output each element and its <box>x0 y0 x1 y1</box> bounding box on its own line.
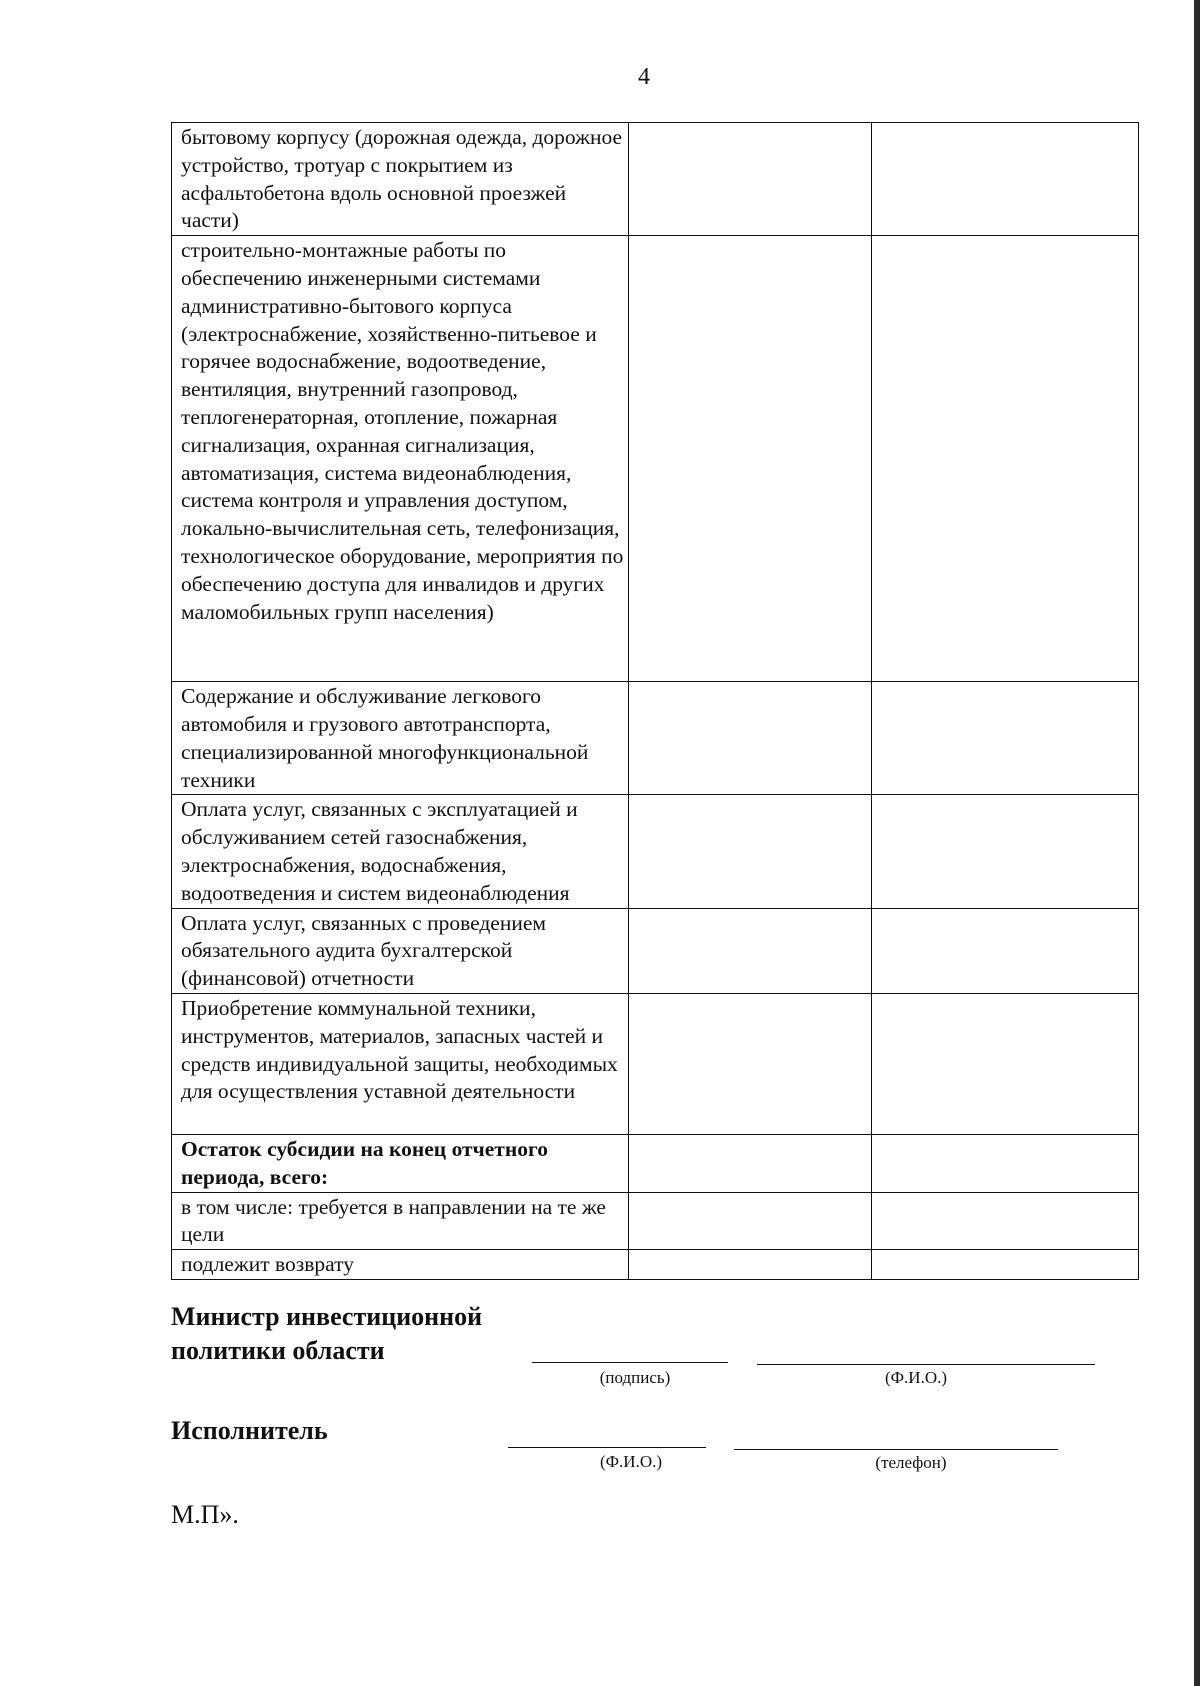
phone-caption: (телефон) <box>875 1453 947 1472</box>
table-row <box>172 1250 1139 1280</box>
row-value-2 <box>872 908 1139 993</box>
row-label: бытовому корпусу (дорожная одежда, дорожное устройство, тротуар с покрытием из асфальтобетона вдоль основной проезжей части) <box>172 123 629 236</box>
row-label: в том числе: требуется в направлении на те же цели <box>172 1192 629 1250</box>
signature-caption: (подпись) <box>599 1368 671 1387</box>
row-label: Остаток субсидии на конец отчетного периода, всего: <box>172 1134 629 1192</box>
row-value-2 <box>872 682 1139 795</box>
signature-line <box>532 1362 728 1363</box>
row-label: подлежит возврату <box>172 1250 629 1280</box>
row-label: строительно-монтажные работы по обеспечению инженерными системами административно-бытового корпуса (электроснабжение, хозяйственно-питьевое и горячее водоснабжение, водоотведение, вентиляция, внутренний газопровод, теплогенераторная, отопление, пожарная сигнализация, охранная сигнализация, автоматизация, система видеонаблюдения, система контроля и управления доступом, локально-вычислительная сеть, телефонизация, технологическое оборудование, мероприятия по обеспечению доступа для инвалидов и других маломобильных групп населения) <box>172 236 629 682</box>
report-table <box>171 122 1139 1280</box>
row-label: Оплата услуг, связанных с проведением обязательного аудита бухгалтерской (финансовой) отчетности <box>172 908 629 993</box>
row-value-1 <box>629 993 872 1134</box>
row-value-2 <box>872 993 1139 1134</box>
table-row <box>172 123 1139 236</box>
row-value-1 <box>629 908 872 993</box>
row-value-2 <box>872 795 1139 908</box>
row-value-1 <box>629 1250 872 1280</box>
table-row <box>172 682 1139 795</box>
row-value-2 <box>872 1134 1139 1192</box>
row-value-1 <box>629 236 872 682</box>
phone-line <box>734 1449 1058 1450</box>
table-row <box>172 993 1139 1134</box>
table-row <box>172 908 1139 993</box>
row-value-2 <box>872 1250 1139 1280</box>
row-label: Содержание и обслуживание легкового автомобиля и грузового автотранспорта, специализированной многофункциональной техники <box>172 682 629 795</box>
table-row <box>172 1134 1139 1192</box>
row-value-1 <box>629 123 872 236</box>
row-value-1 <box>629 795 872 908</box>
row-value-2 <box>872 236 1139 682</box>
table-row <box>172 795 1139 908</box>
table-row <box>172 1192 1139 1250</box>
minister-title: Министр инвестиционной политики области <box>171 1302 483 1365</box>
minister-fio-line <box>757 1364 1095 1365</box>
minister-fio-caption: (Ф.И.О.) <box>884 1368 948 1387</box>
row-value-1 <box>629 682 872 795</box>
row-value-1 <box>629 1134 872 1192</box>
executor-fio-line <box>508 1447 706 1448</box>
executor-title: Исполнитель <box>171 1416 328 1445</box>
stamp-mark: М.П». <box>171 1500 239 1529</box>
page-number: 4 <box>638 64 650 90</box>
executor-fio-caption: (Ф.И.О.) <box>599 1452 663 1471</box>
row-value-2 <box>872 1192 1139 1250</box>
table-row <box>172 236 1139 682</box>
row-label: Приобретение коммунальной техники, инструментов, материалов, запасных частей и средств индивидуальной защиты, необходимых для осуществления уставной деятельности <box>172 993 629 1134</box>
row-label: Оплата услуг, связанных с эксплуатацией и обслуживанием сетей газоснабжения, электроснабжения, водоснабжения, водоотведения и систем видеонаблюдения <box>172 795 629 908</box>
row-value-2 <box>872 123 1139 236</box>
scan-edge-shadow <box>1194 0 1200 1686</box>
row-value-1 <box>629 1192 872 1250</box>
